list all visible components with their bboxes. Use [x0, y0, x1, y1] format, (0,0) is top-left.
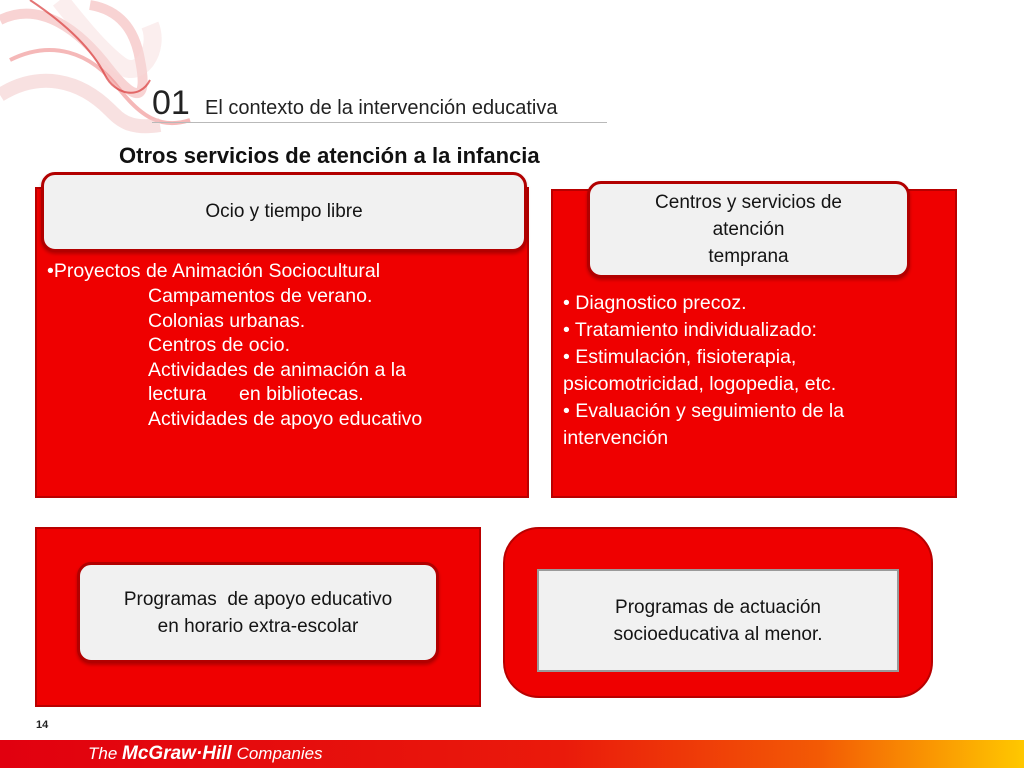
- logo-suffix: Companies: [231, 744, 323, 763]
- leisure-list: [148, 284, 422, 431]
- early-care-list: [563, 290, 844, 452]
- list-item: Campamentos de verano.: [148, 285, 373, 307]
- list-item: Actividades de apoyo educativo: [148, 407, 423, 430]
- socioeducational-panel: [537, 569, 899, 672]
- unit-number: 01: [152, 84, 190, 122]
- page-number: 14: [36, 719, 49, 731]
- early-care-pill-line: temprana: [708, 246, 789, 267]
- support-programs-pill: [77, 562, 439, 663]
- support-programs-line: en horario extra-escolar: [157, 615, 359, 637]
- slide-title: Otros servicios de atención a la infancia: [119, 143, 540, 168]
- list-item: Colonias urbanas.: [148, 309, 306, 332]
- header-divider: [152, 122, 607, 123]
- support-programs-line: Programas de apoyo educativo: [123, 588, 393, 610]
- list-item: Centros de ocio.: [148, 334, 290, 356]
- early-care-pill: [587, 181, 910, 278]
- list-item: • Estimulación, fisioterapia,: [563, 346, 797, 368]
- list-item: Actividades de animación a la: [148, 358, 406, 381]
- logo-brand: McGraw·Hill: [122, 743, 232, 764]
- list-item: • Evaluación y seguimiento de la: [563, 400, 845, 422]
- list-item: psicomotricidad, logopedia, etc.: [563, 373, 837, 395]
- leisure-first-line: •Proyectos de Animación Sociocultural: [47, 260, 381, 282]
- list-item: intervención: [563, 427, 669, 449]
- list-item: • Diagnostico precoz.: [563, 292, 747, 314]
- socioeducational-line: socioeducativa al menor.: [613, 623, 823, 645]
- leisure-pill: [41, 172, 527, 252]
- early-care-pill-line: atención: [712, 219, 785, 240]
- list-item: • Tratamiento individualizado:: [563, 319, 817, 341]
- logo-prefix: The: [88, 744, 123, 763]
- list-item: lectura en bibliotecas.: [148, 383, 364, 405]
- early-care-pill-line: Centros y servicios de: [655, 192, 842, 213]
- publisher-logo: [88, 744, 323, 764]
- unit-subtitle: El contexto de la intervención educativa: [205, 97, 558, 119]
- leisure-pill-label: Ocio y tiempo libre: [205, 200, 363, 222]
- socioeducational-line: Programas de actuación: [615, 596, 821, 618]
